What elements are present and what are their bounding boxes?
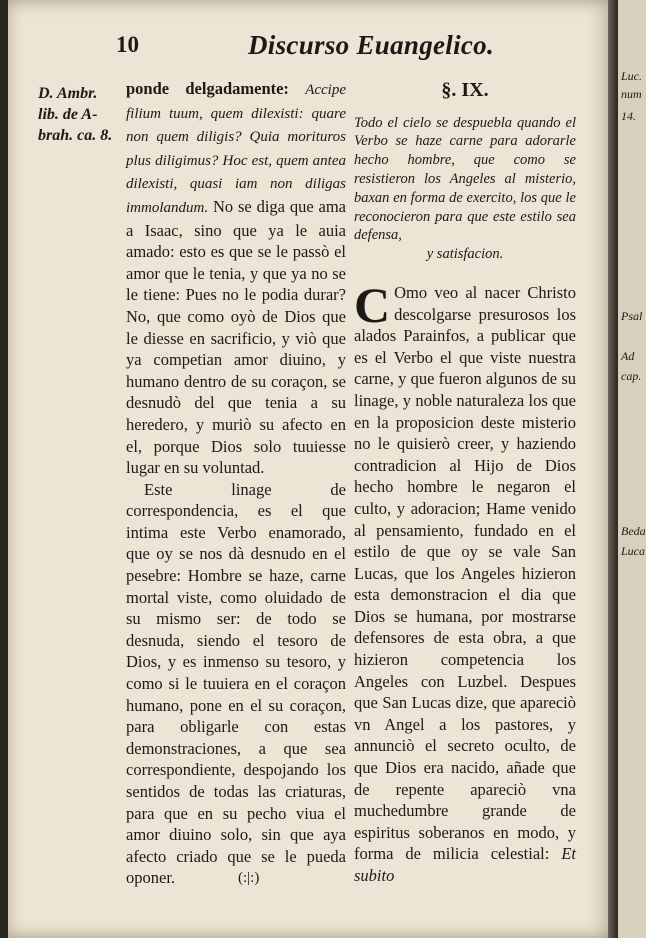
section-summary	[354, 114, 576, 264]
drop-cap: C	[354, 276, 391, 333]
margin-note	[38, 83, 122, 146]
next-page-fragment: 14.	[621, 109, 636, 123]
summary-text: Todo el cielo se despuebla quando el Verbo se haze carne para adorarle hecho hombre, que como se resistieron los Angeles al misterio, baxan en forma de exercito, los que le reconocieron para que este estilo sea defensa,	[354, 114, 576, 244]
summary-last-line: y satisfacion.	[426, 246, 504, 263]
right-column	[354, 78, 576, 887]
margin-note-line: D. Ambr.	[38, 85, 98, 102]
latin-quotation: Accipe filium tuum, quem dilexisti: quare non quem diligis? Quia morituros plus diligimus? Hoc est, quem antea dilexisti, quasi iam non diligas immolandum.	[126, 82, 347, 216]
next-page-fragment: Luc.	[621, 69, 642, 83]
ornament-mark: (:|:)	[238, 870, 260, 886]
margin-note-line: lib. de A-	[38, 106, 98, 123]
next-page-fragment: Luca	[621, 544, 645, 558]
paragraph-1-text: No se diga que ama a Isaac, sino que ya le auia amado: esto es que se le passò el amor que le tenia, y que ya no se le tiene: Pues no le podia durar? No, que como oyò de Dios que le diesse en sacrificio, y viò que ya competian amor diuino, y humano dentro de su coraçon, se desnudò del que tenia a su heredero, y muriò su afecto en el, porque Dios solo tuuiesse lugar en su voluntad.	[126, 196, 347, 478]
book-gutter	[608, 0, 618, 938]
margin-note-line: brah. ca. 8.	[38, 127, 113, 144]
next-page-fragment: cap.	[621, 369, 642, 383]
latin-ending: Et subito	[354, 844, 576, 885]
body-paragraph	[354, 276, 576, 887]
paragraph-2: Este linage de correspondencia, es el que intima este Verbo enamorado, que oy se nos dà desnudo en el pesebre: Hombre se haze, carne mortal viste, como oluidado de su mismo ser: de todo se desnuda, siendo el tesoro de Dios, y es inmenso su tesoro, y como si le tuuiera en el coraçon humano, pone en el su coraçon, para obligarle con estas demonstraciones, a que sea correspondiente, despojando los sentidos de todas las criaturas, para que en su pecho viua el amor diuino solo, sin que aya afecto criado que se le pueda oponer.	[126, 479, 346, 888]
running-head: Discurso Euangelico.	[248, 30, 495, 60]
opening-phrase: ponde delgadamente:	[126, 79, 289, 98]
next-page-fragment: Beda	[621, 524, 646, 538]
next-page-fragment: Psal	[621, 309, 643, 323]
paragraph-1	[126, 78, 346, 479]
page-header	[8, 30, 616, 70]
body-text: Omo veo al nacer Christo descolgarse presurosos los alados Parainfos, a publicar que es el Verbo el que viste nuestra carne, y que fueron algunos de su linage, y noble naturaleza los que en la proposicion deste misterio no le quisierò creer, y haziendo contradicion al Hijo de Dios hecho hombre le negaron el culto, y adoracion; Hame venido al pensamiento, fundado en el estilo de que oy se vale San Lucas, que los Angeles hizieron esta demonstracion el dia que Dios se humana, por mostrarse defensores de esta obra, a que hizieron competencia los Angeles con Luzbel. Despues que San Lucas dize, que apareciò vn Angel a los pastores, y annunciò el secreto oculto, de que Dios era nacido, añade que de repente apareciò vna muchedumbre grande de espiritus soberanos en modo, y forma de milicia celestial:	[354, 282, 576, 864]
section-number: §. IX.	[441, 79, 489, 101]
page-number: 10	[116, 32, 139, 57]
next-page-fragment: Ad	[621, 349, 635, 363]
book-page	[8, 0, 616, 938]
next-page-edge	[618, 0, 646, 938]
left-column	[126, 78, 346, 889]
next-page-fragment: num	[621, 87, 642, 101]
